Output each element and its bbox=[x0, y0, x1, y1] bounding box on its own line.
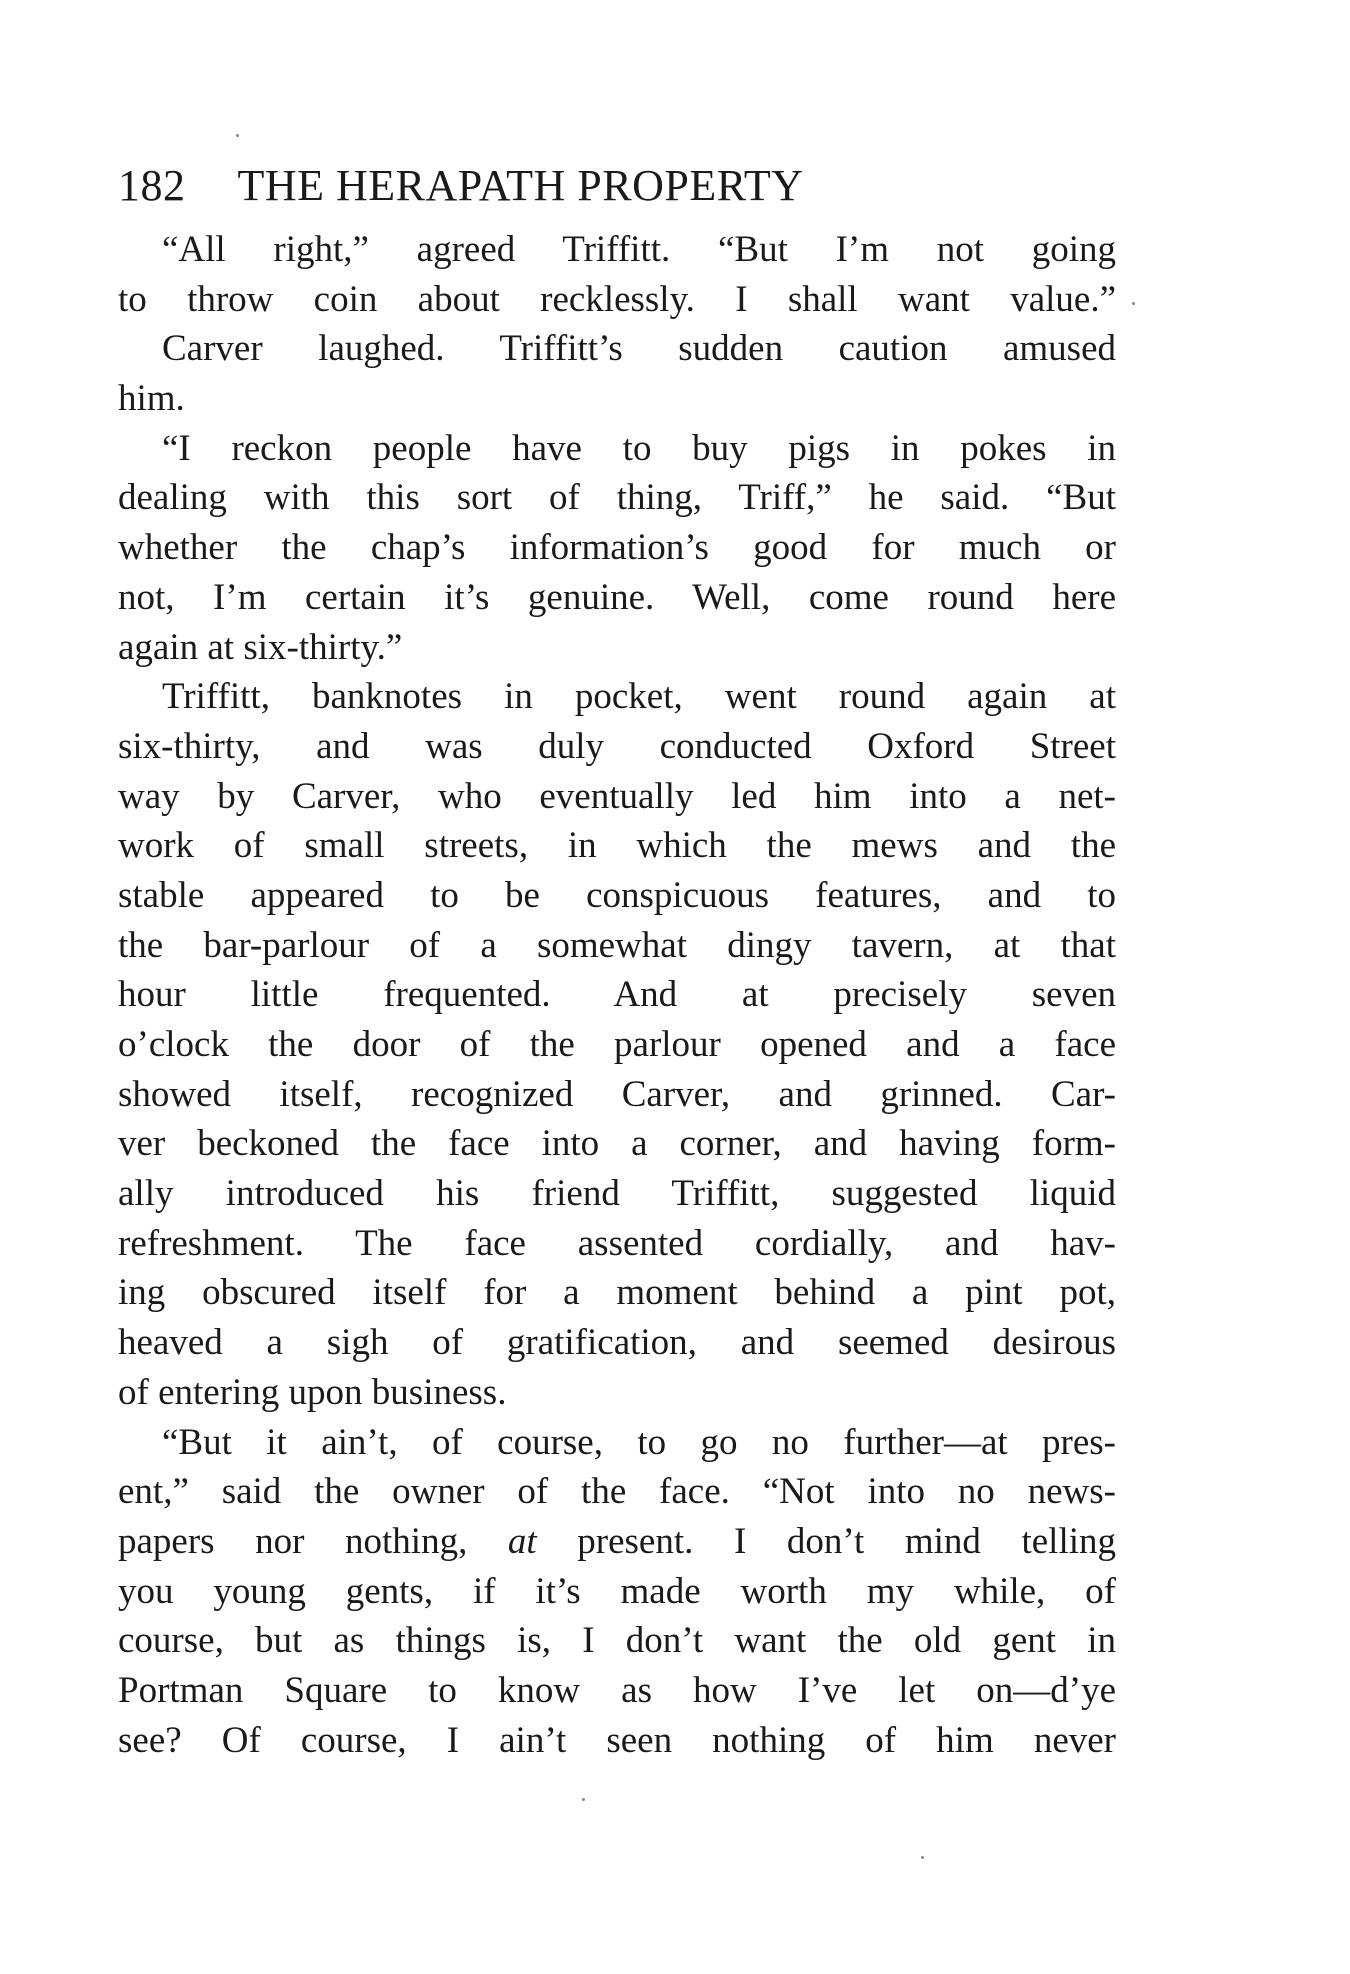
text-line: of entering upon business. bbox=[118, 1371, 507, 1413]
text-line: showed itself, recognized Carver, and grinned. Car- bbox=[118, 1073, 1116, 1115]
text-line: again at six-thirty.” bbox=[118, 626, 403, 668]
text-line: to throw coin about recklessly. I shall want value.” bbox=[118, 278, 1116, 320]
text-line: the bar-parlour of a somewhat dingy tavern, at that bbox=[118, 924, 1116, 966]
running-title: THE HERAPATH PROPERTY bbox=[237, 161, 804, 210]
text-line: “All right,” agreed Triffitt. “But I’m not going bbox=[162, 229, 1116, 270]
text-line: him. bbox=[118, 378, 185, 420]
text-line: stable appeared to be conspicuous features, and to bbox=[118, 874, 1116, 916]
text-line: “I reckon people have to buy pigs in pokes in bbox=[162, 427, 1116, 469]
text-line: Portman Square to know as how I’ve let on—d’ye bbox=[118, 1669, 1116, 1711]
italic-word: at bbox=[507, 1520, 537, 1562]
text-line: work of small streets, in which the mews and the bbox=[118, 825, 1116, 867]
text-line: o’clock the door of the parlour opened and a face bbox=[118, 1024, 1116, 1065]
text-line: heaved a sigh of gratification, and seemed desirous bbox=[118, 1322, 1116, 1364]
text-line: ver beckoned the face into a corner, and having form- bbox=[118, 1123, 1116, 1165]
page-number: 182 bbox=[118, 161, 186, 210]
text-line: Triffitt, banknotes in pocket, went round again at bbox=[162, 676, 1116, 718]
speck-mark bbox=[236, 134, 239, 137]
text-line: ing obscured itself for a moment behind a pint pot, bbox=[118, 1272, 1116, 1314]
speck-mark bbox=[1132, 302, 1135, 305]
text-line: whether the chap’s information’s good for much or bbox=[118, 527, 1116, 569]
text-line: course, but as things is, I don’t want the old gent in bbox=[118, 1620, 1116, 1662]
text-segment: present. I don’t mind telling bbox=[536, 1520, 1116, 1562]
text-line: hour little frequented. And at precisely seven bbox=[118, 974, 1116, 1016]
text-line: ent,” said the owner of the face. “Not into no news- bbox=[118, 1471, 1116, 1513]
text-line: you young gents, if it’s made worth my while, of bbox=[118, 1570, 1116, 1612]
text-line: dealing with this sort of thing, Triff,” he said. “But bbox=[118, 477, 1116, 519]
text-line: way by Carver, who eventually led him into a net- bbox=[118, 775, 1116, 817]
text-line: ally introduced his friend Triffitt, suggested liquid bbox=[118, 1173, 1116, 1215]
body-text bbox=[118, 225, 1116, 1765]
speck-mark bbox=[582, 1798, 585, 1801]
text-line: Carver laughed. Triffitt’s sudden caution amused bbox=[162, 328, 1116, 370]
speck-mark bbox=[921, 1856, 924, 1859]
text-line: refreshment. The face assented cordially, and hav- bbox=[118, 1222, 1116, 1264]
text-line: six-thirty, and was duly conducted Oxford Street bbox=[118, 725, 1116, 767]
text-line: “But it ain’t, of course, to go no further—at pres- bbox=[162, 1421, 1116, 1463]
text-line-with-italic bbox=[118, 1517, 1116, 1567]
text-line: not, I’m certain it’s genuine. Well, come round here bbox=[118, 576, 1116, 618]
text-segment: papers nor nothing, bbox=[118, 1520, 508, 1562]
text-line: see? Of course, I ain’t seen nothing of him never bbox=[118, 1719, 1116, 1761]
running-header bbox=[118, 158, 1118, 214]
